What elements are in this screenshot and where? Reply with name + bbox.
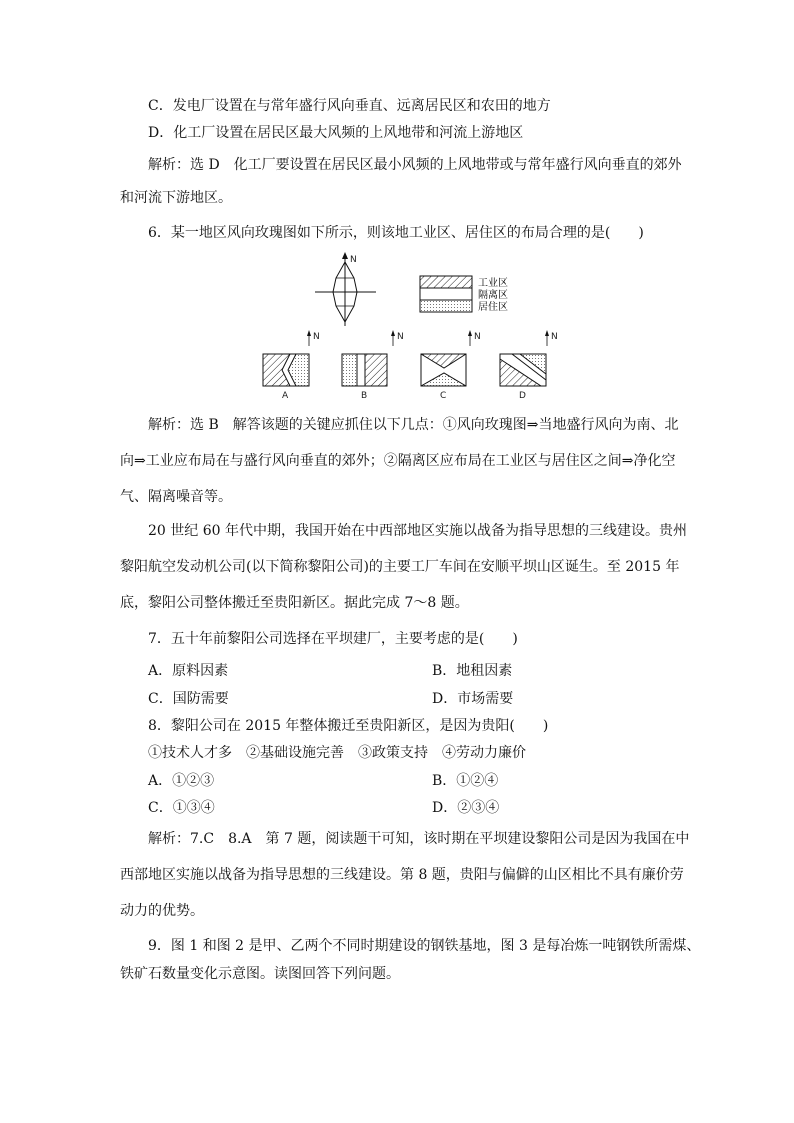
option-a-diagram	[263, 354, 309, 386]
q8-question: 8．黎阳公司在 2015 年整体搬迁至贵阳新区，是因为贵阳( )	[148, 718, 549, 734]
north-arrows	[307, 330, 549, 346]
legend-isolation-label: 隔离区	[478, 290, 508, 301]
passage-line3: 底，黎阳公司整体搬迁至贵阳新区。据此完成 7～8 题。	[120, 595, 469, 611]
passage-line1: 20 世纪 60 年代中期，我国开始在中西部地区实施以战备为指导思想的三线建设。贵州	[148, 523, 687, 539]
north-label-b: N	[397, 332, 404, 342]
q5-analysis-line1: 解析：选 D 化工厂要设置在居民区最小风频的上风地带或与常年盛行风向垂直的郊外	[148, 157, 682, 173]
q7-option-b: B．地租因素	[432, 663, 513, 679]
q5-option-d: D．化工厂设置在居民区最大风频的上风地带和河流上游地区	[148, 125, 524, 141]
q8-option-b: B．①②④	[432, 773, 499, 789]
legend-residential-swatch	[420, 300, 472, 312]
q5-option-c: C．发电厂设置在与常年盛行风向垂直、远离居民区和农田的地方	[148, 98, 551, 114]
q78-analysis-line3: 动力的优势。	[120, 903, 204, 919]
option-c-label: C	[440, 391, 447, 401]
q9-line1: 9．图 1 和图 2 是甲、乙两个不同时期建设的钢铁基地，图 3 是每冶炼一吨钢铁所需煤、	[148, 938, 701, 954]
legend-industrial-label: 工业区	[478, 278, 508, 289]
q6-analysis-line1: 解析：选 B 解答该题的关键应抓住以下几点：①风向玫瑰图⇒当地盛行风向为南、北	[148, 417, 679, 433]
legend-residential-label: 居住区	[478, 302, 508, 313]
q9-line2: 铁矿石数量变化示意图。读图回答下列问题。	[120, 966, 400, 982]
legend-industrial-swatch	[420, 276, 472, 288]
q7-option-a: A．原料因素	[148, 663, 229, 679]
q8-statements: ①技术人才多 ②基础设施完善 ③政策支持 ④劳动力廉价	[148, 745, 526, 761]
q78-analysis-line2: 西部地区实施以战备为指导思想的三线建设。第 8 题，贵阳与偏僻的山区相比不具有廉价劳	[120, 867, 684, 883]
legend	[420, 276, 472, 312]
option-a-label: A	[282, 391, 289, 401]
north-label-d: N	[551, 332, 558, 342]
q7-question: 7．五十年前黎阳公司选择在平坝建厂，主要考虑的是( )	[148, 631, 518, 647]
q8-option-d: D．②③④	[432, 800, 500, 816]
passage-line2: 黎阳航空发动机公司(以下简称黎阳公司)的主要工厂车间在安顺平坝山区诞生。至 2015 年	[120, 559, 680, 575]
q7-option-d: D．市场需要	[432, 691, 514, 707]
q7-option-c: C．国防需要	[148, 691, 229, 707]
q6-analysis-line3: 气、隔离噪音等。	[120, 489, 232, 505]
north-label-a: N	[313, 332, 320, 342]
q5-analysis-line2: 和河流下游地区。	[120, 190, 232, 206]
q8-option-c: C．①③④	[148, 800, 215, 816]
wind-rose-north-label: N	[350, 255, 357, 265]
q6-analysis-line2: 向⇒工业应布局在与盛行风向垂直的郊外；②隔离区应布局在工业区与居住区之间⇒净化空	[120, 453, 676, 469]
option-c-diagram	[421, 354, 466, 386]
north-label-c: N	[474, 332, 481, 342]
option-d-diagram	[500, 354, 546, 386]
q6-question: 6．某一地区风向玫瑰图如下所示，则该地工业区、居住区的布局合理的是( )	[148, 225, 644, 241]
option-b-diagram	[342, 354, 387, 386]
legend-isolation-swatch	[420, 288, 472, 300]
wind-rose	[315, 252, 376, 326]
q8-option-a: A．①②③	[148, 773, 215, 789]
option-b-label: B	[361, 391, 368, 401]
option-d-label: D	[519, 391, 526, 401]
q78-analysis-line1: 解析：7.C 8.A 第 7 题，阅读题干可知，该时期在平坝建设黎阳公司是因为我国在中	[148, 831, 690, 847]
